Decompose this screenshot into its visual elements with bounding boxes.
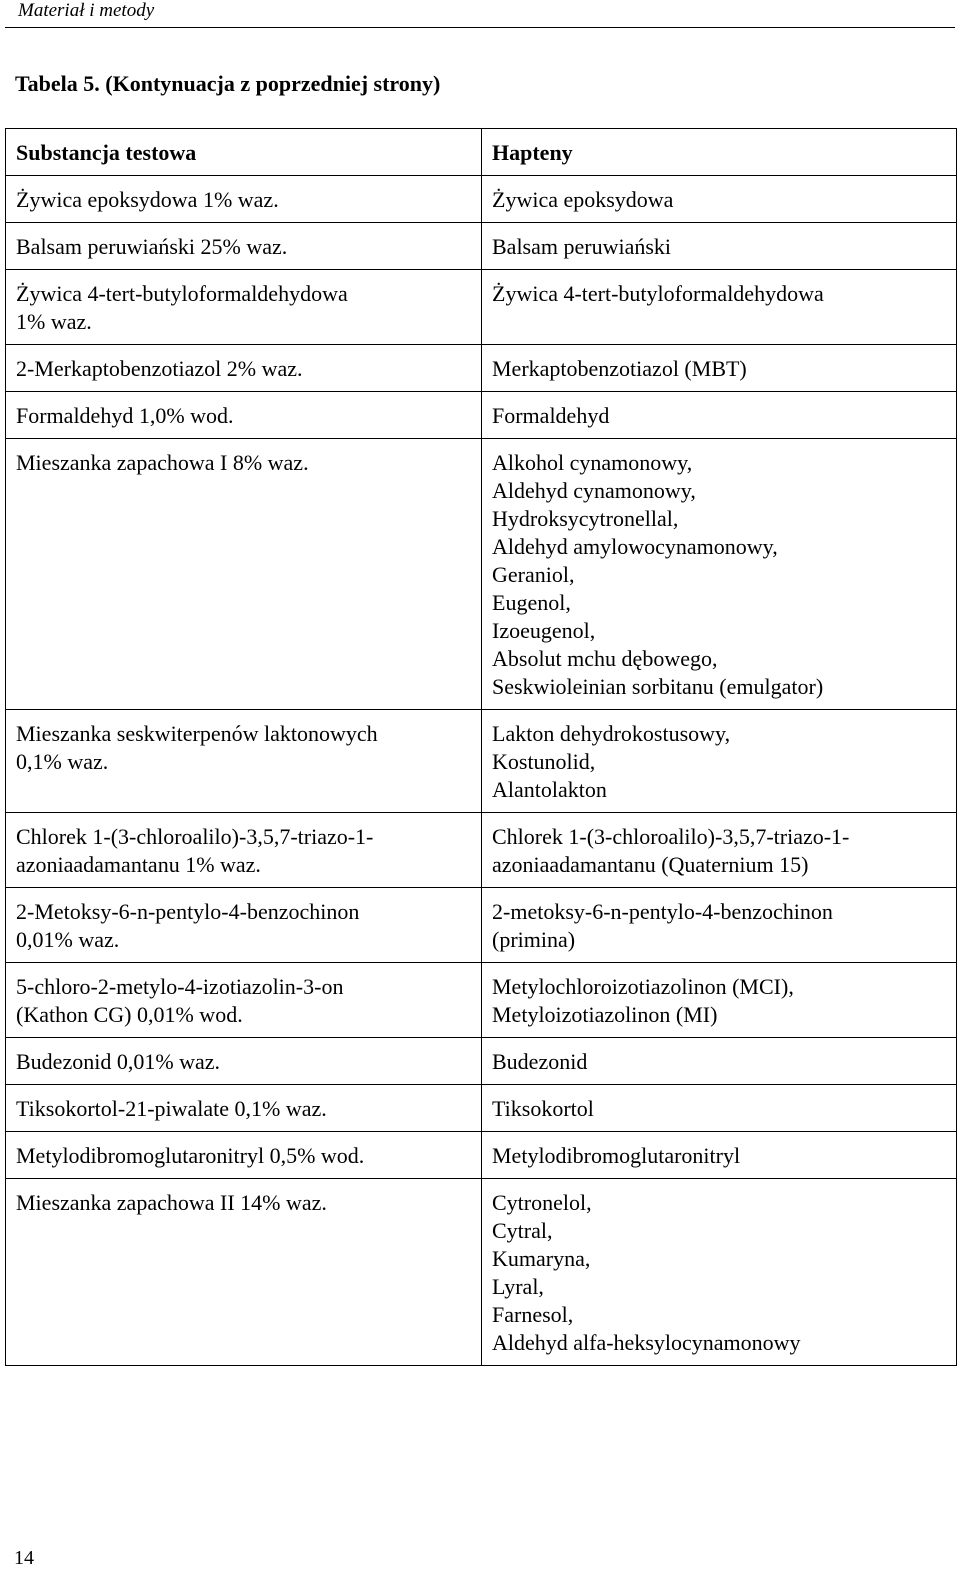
substance-cell-line: Balsam peruwiański 25% waz. <box>16 234 288 259</box>
table-row <box>6 1038 957 1085</box>
haptens-cell <box>482 176 957 223</box>
substance-cell-line: Żywica 4-tert-butyloformaldehydowa <box>16 281 348 306</box>
substance-cell-line: 1% waz. <box>16 309 92 334</box>
page-number: 14 <box>14 1547 34 1569</box>
substance-cell-line: Metylodibromoglutaronitryl 0,5% wod. <box>16 1143 365 1168</box>
substance-cell <box>6 888 482 963</box>
haptens-cell-line: Aldehyd amylowocynamonowy, <box>492 534 778 559</box>
substance-cell-line: (Kathon CG) 0,01% wod. <box>16 1002 243 1027</box>
substance-cell-line: Budezonid 0,01% waz. <box>16 1049 221 1074</box>
table-row <box>6 963 957 1038</box>
substance-cell-line: 0,1% waz. <box>16 749 109 774</box>
haptens-cell-line: Hydroksycytronellal, <box>492 506 679 531</box>
table-caption: Tabela 5. (Kontynuacja z poprzedniej strony) <box>15 71 441 96</box>
haptens-cell-line: Seskwioleinian sorbitanu (emulgator) <box>492 674 824 699</box>
substance-cell <box>6 270 482 345</box>
haptens-cell-line: Żywica epoksydowa <box>492 187 674 212</box>
running-header: Materiał i metody <box>18 0 155 21</box>
substance-cell <box>6 392 482 439</box>
table-row <box>6 345 957 392</box>
haptens-cell-line: 2-metoksy-6-n-pentylo-4-benzochinon <box>492 899 833 924</box>
substance-cell <box>6 813 482 888</box>
table-row <box>6 176 957 223</box>
haptens-cell-line: Alantolakton <box>492 777 607 802</box>
substance-cell-line: 2-Merkaptobenzotiazol 2% waz. <box>16 356 303 381</box>
haptens-cell-line: Formaldehyd <box>492 403 610 428</box>
haptens-cell-line: Metylodibromoglutaronitryl <box>492 1143 741 1168</box>
substance-cell <box>6 1132 482 1179</box>
haptens-cell-line: Cytronelol, <box>492 1190 592 1215</box>
substance-cell <box>6 963 482 1038</box>
column-header-substance: Substancja testowa <box>6 129 482 176</box>
substance-cell-line: Tiksokortol-21-piwalate 0,1% waz. <box>16 1096 327 1121</box>
haptens-cell-line: Balsam peruwiański <box>492 234 672 259</box>
header-rule <box>5 27 955 28</box>
substance-cell <box>6 176 482 223</box>
substance-cell-line: Mieszanka zapachowa I 8% waz. <box>16 450 309 475</box>
haptens-cell-line: Eugenol, <box>492 590 571 615</box>
table-row <box>6 1179 957 1366</box>
haptens-cell <box>482 1179 957 1366</box>
haptens-cell-line: Metylochloroizotiazolinon (MCI), <box>492 974 794 999</box>
table-header-row <box>6 129 957 176</box>
haptens-cell-line: Metyloizotiazolinon (MI) <box>492 1002 718 1027</box>
haptens-cell <box>482 710 957 813</box>
table-row <box>6 223 957 270</box>
substance-cell-line: Formaldehyd 1,0% wod. <box>16 403 234 428</box>
substance-cell <box>6 345 482 392</box>
substance-cell <box>6 439 482 710</box>
substance-cell <box>6 710 482 813</box>
substance-cell <box>6 1179 482 1366</box>
haptens-cell-line: Izoeugenol, <box>492 618 596 643</box>
haptens-cell <box>482 813 957 888</box>
haptens-cell-line: Geraniol, <box>492 562 575 587</box>
substance-cell-line: Żywica epoksydowa 1% waz. <box>16 187 279 212</box>
haptens-cell-line: Aldehyd cynamonowy, <box>492 478 696 503</box>
haptens-cell-line: Chlorek 1-(3-chloroalilo)-3,5,7-triazo-1- <box>492 824 850 849</box>
haptens-cell-line: (primina) <box>492 927 576 952</box>
haptens-cell-line: Kostunolid, <box>492 749 596 774</box>
haptens-cell <box>482 963 957 1038</box>
substance-cell-line: 5-chloro-2-metylo-4-izotiazolin-3-on <box>16 974 344 999</box>
table-row <box>6 710 957 813</box>
table-body <box>6 176 957 1366</box>
table-row <box>6 1085 957 1132</box>
haptens-cell <box>482 888 957 963</box>
haptens-cell <box>482 270 957 345</box>
haptens-cell <box>482 1085 957 1132</box>
haptens-cell-line: Tiksokortol <box>492 1096 594 1121</box>
substance-cell-line: Chlorek 1-(3-chloroalilo)-3,5,7-triazo-1- <box>16 824 374 849</box>
table-row <box>6 1132 957 1179</box>
hapten-table <box>5 128 957 1366</box>
haptens-cell-line: Aldehyd alfa-heksylocynamonowy <box>492 1330 801 1355</box>
haptens-cell-line: Żywica 4-tert-butyloformaldehydowa <box>492 281 824 306</box>
haptens-cell-line: Farnesol, <box>492 1302 574 1327</box>
table-row <box>6 270 957 345</box>
substance-cell <box>6 1085 482 1132</box>
substance-cell-line: azoniaadamantanu 1% waz. <box>16 852 261 877</box>
haptens-cell-line: Alkohol cynamonowy, <box>492 450 693 475</box>
substance-cell-line: 2-Metoksy-6-n-pentylo-4-benzochinon <box>16 899 360 924</box>
substance-cell <box>6 1038 482 1085</box>
haptens-cell <box>482 345 957 392</box>
table-row <box>6 888 957 963</box>
haptens-cell-line: Budezonid <box>492 1049 588 1074</box>
haptens-cell-line: Cytral, <box>492 1218 553 1243</box>
substance-cell <box>6 223 482 270</box>
table-row <box>6 439 957 710</box>
haptens-cell-line: Lyral, <box>492 1274 544 1299</box>
haptens-cell-line: Absolut mchu dębowego, <box>492 646 718 671</box>
haptens-cell <box>482 439 957 710</box>
haptens-cell <box>482 392 957 439</box>
substance-cell-line: Mieszanka zapachowa II 14% waz. <box>16 1190 327 1215</box>
table-row <box>6 813 957 888</box>
haptens-cell-line: Merkaptobenzotiazol (MBT) <box>492 356 747 381</box>
haptens-cell-line: Lakton dehydrokostusowy, <box>492 721 731 746</box>
haptens-cell <box>482 1132 957 1179</box>
haptens-cell-line: Kumaryna, <box>492 1246 591 1271</box>
column-header-haptens: Hapteny <box>482 129 957 176</box>
substance-cell-line: 0,01% waz. <box>16 927 120 952</box>
table-row <box>6 392 957 439</box>
haptens-cell-line: azoniaadamantanu (Quaternium 15) <box>492 852 809 877</box>
haptens-cell <box>482 1038 957 1085</box>
substance-cell-line: Mieszanka seskwiterpenów laktonowych <box>16 721 378 746</box>
haptens-cell <box>482 223 957 270</box>
